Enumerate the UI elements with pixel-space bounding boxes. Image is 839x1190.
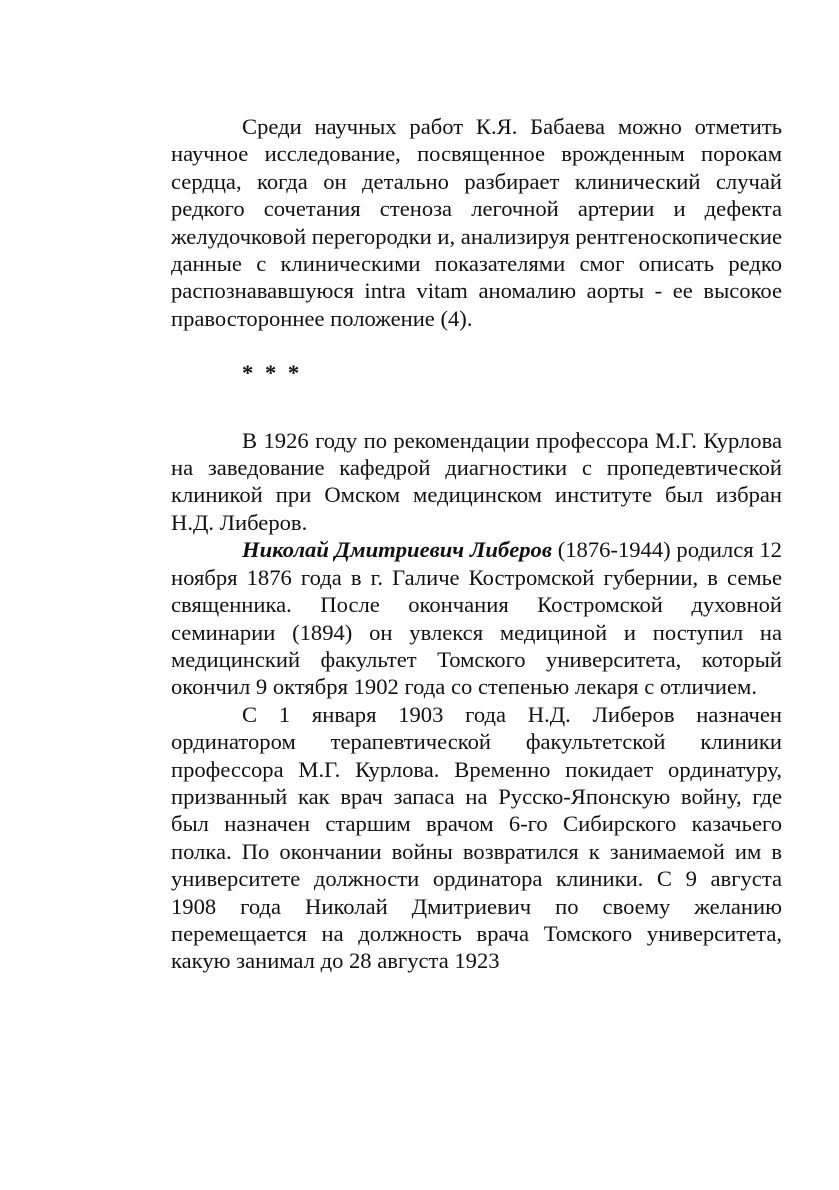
- paragraph-liberov-career: С 1 января 1903 года Н.Д. Либеров назначен ординатором терапевтической факультетской клиники профессора М.Г. Курлова. Временно покидает ординатуру, призванный как врач запаса на Русско-Японскую войну, где был назначен старшим врачом 6-го Сибирского казачьего полка. По окончании войны возвратился к занимаемой им в университете должности ординатора клиники. С 9 августа 1908 года Николай Дмитриевич по своему желанию перемещается на должность врача Томского университета, какую занимал до 28 августа 1923: [171, 701, 782, 974]
- spacer: [171, 387, 782, 427]
- paragraph-babaev-research: Среди научных работ К.Я. Бабаева можно отметить научное исследование, посвященное врожденным порокам сердца, когда он детально разбирает клинический случай редкого сочетания стеноза легочной артерии и дефекта желудочковой перегородки и, анализируя рентгеноскопические данные с клиническими показателями смог описать редко распознававшуюся intra vitam аномалию аорты - ее высокое правостороннее положение (4).: [171, 114, 782, 331]
- person-name-emphasis: Николай Дмитриевич Либеров: [242, 537, 552, 563]
- spacer: [171, 332, 782, 359]
- paragraph-liberov-biography-text: (1876-1944) родился 12 ноября 1876 года в г. Галиче Костромской губернии, в семье священника. После окончания Костромской духовной семинарии (1894) он увлекся медициной и поступил на медицинский факультет Томского университета, который окончил 9 октября 1902 года со степенью лекаря с отличием.: [171, 537, 782, 700]
- paragraph-liberov-biography: [171, 536, 782, 700]
- document-page: [171, 113, 782, 975]
- paragraph-liberov-election: В 1926 году по рекомендации профессора М.Г. Курлова на заведование кафедрой диагностики с пропедевтической клиникой при Омском медицинском институте был избран Н.Д. Либеров.: [171, 427, 782, 535]
- section-separator: * * *: [242, 360, 303, 386]
